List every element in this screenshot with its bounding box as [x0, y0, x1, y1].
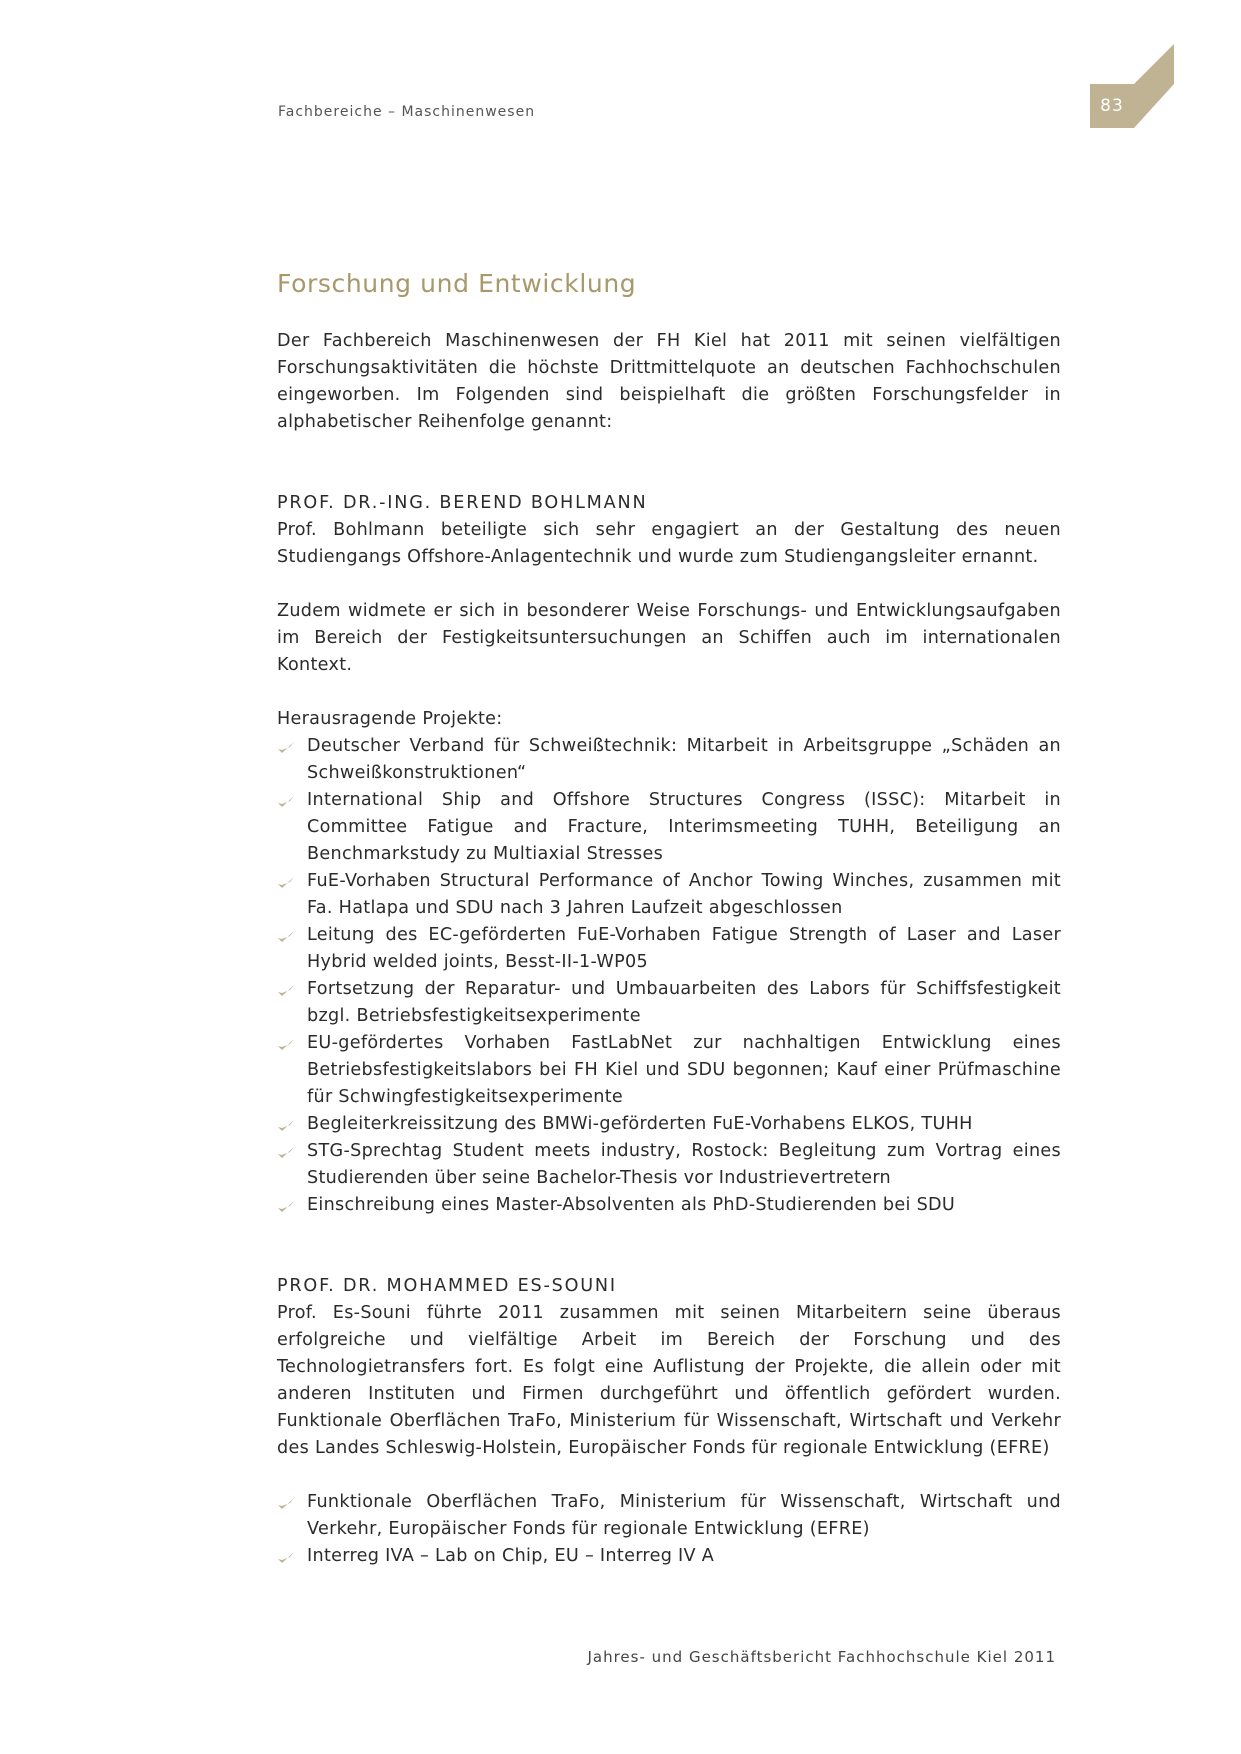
professor-paragraph: Prof. Es-Souni führte 2011 zusammen mit seinen Mitarbeitern seine überaus erfolgreiche und vielfältige Arbeit im Bereich der Forschung und des Technologietransfers fort. Es folgt eine Auflistung der Projekte, die allein oder mit anderen Instituten und Firmen durchgeführt und öffentlich gefördert wurden. Funktionale Oberflächen TraFo, Ministerium für Wissenschaft, Wirtschaft und Verkehr des Landes Schleswig-Holstein, Europäischer Fonds für regionale Entwicklung (EFRE): [277, 1303, 1061, 1458]
checkmark-bullet-icon: [277, 1119, 295, 1132]
checkmark-bullet-icon: [277, 795, 295, 808]
section-title: Forschung und Entwicklung: [277, 269, 637, 298]
list-item-text: Deutscher Verband für Schweißtechnik: Mitarbeit in Arbeitsgruppe „Schäden an Schweißkonstruktionen“: [307, 736, 1061, 783]
list-item-text: EU-gefördertes Vorhaben FastLabNet zur nachhaltigen Entwicklung eines Betriebsfestigkeitslabors bei FH Kiel und SDU begonnen; Kauf einer Prüfmaschine für Schwingfestigkeitsexperimente: [307, 1033, 1061, 1107]
list-item: [277, 1111, 1061, 1138]
checkmark-bullet-icon: [277, 1497, 295, 1510]
list-item: [277, 733, 1061, 787]
checkmark-bullet-icon: [277, 984, 295, 997]
checkmark-bullet-icon: [277, 1551, 295, 1564]
list-item: [277, 1543, 1061, 1570]
professor-paragraph: Zudem widmete er sich in besonderer Weise Forschungs- und Entwicklungsaufgaben im Bereich der Festigkeitsuntersuchungen an Schiffen auch im internationalen Kontext.: [277, 601, 1061, 675]
checkmark-bullet-icon: [277, 876, 295, 889]
running-header: Fachbereiche – Maschinenwesen: [278, 104, 536, 120]
list-item-text: Funktionale Oberflächen TraFo, Ministerium für Wissenschaft, Wirtschaft und Verkehr, Europäischer Fonds für regionale Entwicklung (EFRE): [307, 1492, 1061, 1539]
list-item-text: International Ship and Offshore Structures Congress (ISSC): Mitarbeit in Committee Fatigue and Fracture, Interimsmeeting TUHH, Beteiligung an Benchmarkstudy zu Multiaxial Stresses: [307, 790, 1061, 864]
professor-paragraph: Prof. Bohlmann beteiligte sich sehr engagiert an der Gestaltung des neuen Studiengangs Offshore-Anlagentechnik und wurde zum Studiengangsleiter ernannt.: [277, 520, 1061, 567]
list-item-text: FuE-Vorhaben Structural Performance of Anchor Towing Winches, zusammen mit Fa. Hatlapa und SDU nach 3 Jahren Laufzeit abgeschlossen: [307, 871, 1061, 918]
running-footer: Jahres- und Geschäftsbericht Fachhochschule Kiel 2011: [587, 1648, 1056, 1666]
professor-name: PROF. DR.-ING. BEREND BOHLMANN: [277, 493, 648, 513]
checkmark-bullet-icon: [277, 1200, 295, 1213]
list-item-text: Fortsetzung der Reparatur- und Umbauarbeiten des Labors für Schiffsfestigkeit bzgl. Betriebsfestigkeitsexperimente: [307, 979, 1061, 1026]
list-item: [277, 976, 1061, 1030]
checkmark-bullet-icon: [277, 1146, 295, 1159]
checkmark-bullet-icon: [277, 930, 295, 943]
checkmark-bullet-icon: [277, 1038, 295, 1051]
list-item: [277, 1489, 1061, 1543]
list-item: [277, 787, 1061, 868]
main-content: [277, 266, 1061, 1570]
checkmark-bullet-icon: [277, 741, 295, 754]
list-item-text: Einschreibung eines Master-Absolventen als PhD-Studierenden bei SDU: [307, 1195, 956, 1215]
list-item-text: Leitung des EC-geförderten FuE-Vorhaben Fatigue Strength of Laser and Laser Hybrid welded joints, Besst-II-1-WP05: [307, 925, 1061, 972]
list-item-text: STG-Sprechtag Student meets industry, Rostock: Begleitung zum Vortrag eines Studierenden über seine Bachelor-Thesis vor Industrievertretern: [307, 1141, 1061, 1188]
intro-paragraph: Der Fachbereich Maschinenwesen der FH Kiel hat 2011 mit seinen vielfältigen Forschungsaktivitäten die höchste Drittmittelquote an deutschen Fachhochschulen eingeworben. Im Folgenden sind beispielhaft die größten Forschungsfelder in alphabetischer Reihenfolge genannt:: [277, 331, 1061, 432]
professor-section: [277, 1273, 1061, 1570]
professor-name: PROF. DR. MOHAMMED ES-SOUNI: [277, 1276, 617, 1296]
professor-section: [277, 490, 1061, 1219]
list-item: [277, 922, 1061, 976]
projects-label: Herausragende Projekte:: [277, 709, 503, 729]
list-item-text: Begleiterkreissitzung des BMWi-geförderten FuE-Vorhabens ELKOS, TUHH: [307, 1114, 973, 1134]
projects-list: [277, 733, 1061, 1219]
list-item: [277, 868, 1061, 922]
projects-list: [277, 1489, 1061, 1570]
list-item: [277, 1192, 1061, 1219]
list-item: [277, 1138, 1061, 1192]
list-item: [277, 1030, 1061, 1111]
page-number: 83: [1100, 96, 1124, 116]
list-item-text: Interreg IVA – Lab on Chip, EU – Interreg IV A: [307, 1546, 715, 1566]
